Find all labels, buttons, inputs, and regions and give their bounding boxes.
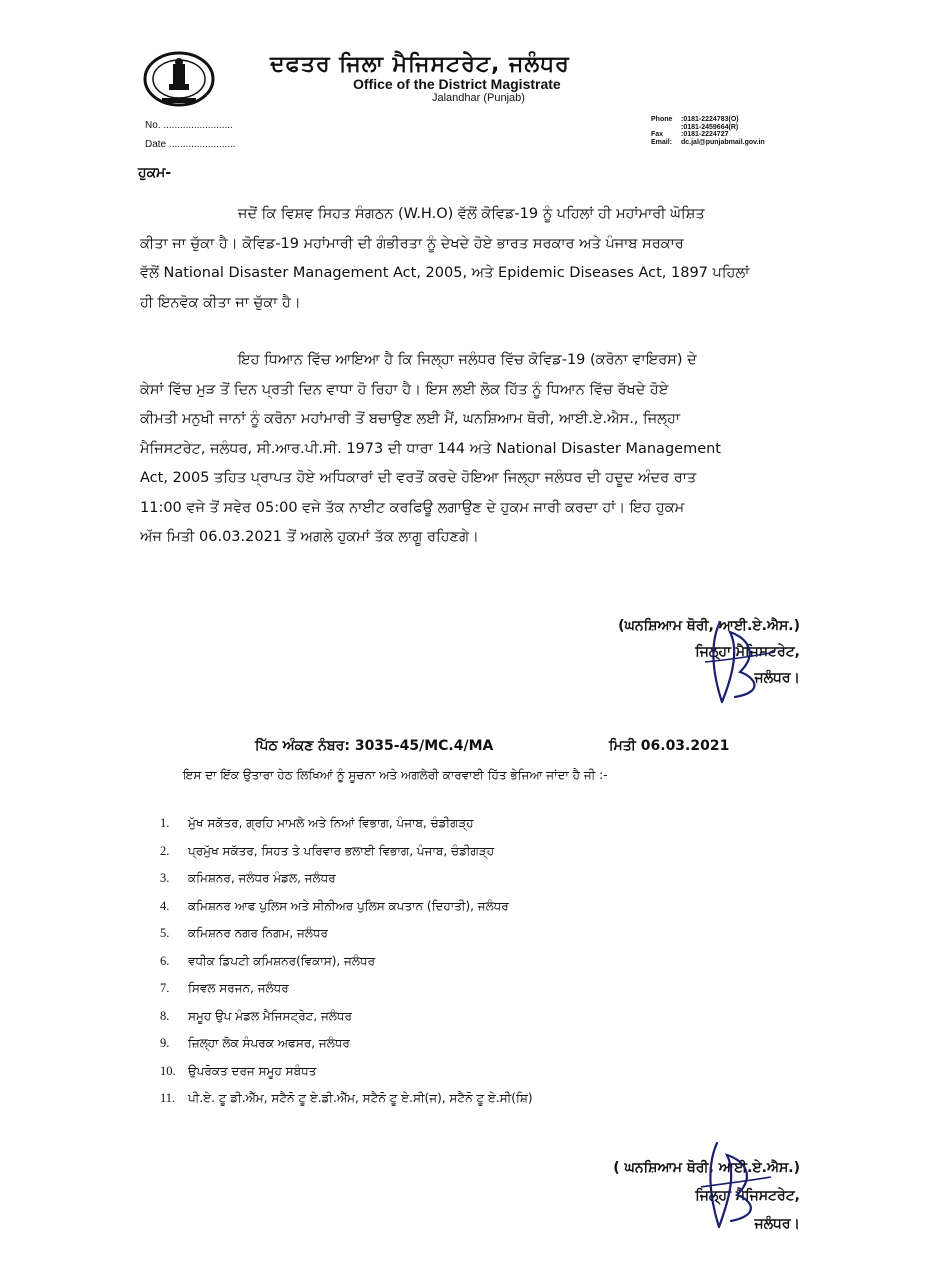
phone-label: Phone (651, 116, 673, 123)
order-paragraph-2 (140, 346, 800, 553)
handwritten-signature-2 (695, 1135, 775, 1235)
list-item (160, 1058, 533, 1086)
order-paragraph-1 (140, 200, 800, 318)
list-item-number: 4. (160, 898, 170, 913)
office-city: Jalandhar (Punjab) (432, 92, 525, 104)
signatory-name: (ਘਨਸ਼ਿਆਮ ਥੋਰੀ, ਆਈ.ਏ.ਐਸ.) (618, 618, 800, 634)
list-item-text: ਕਮਿਸ਼ਨਰ ਆਫ ਪੁਲਿਸ ਅਤੇ ਸੀਨੀਅਰ ਪੁਲਿਸ ਕਪਤਾਨ (ਦਿਹਾਤੀ), ਜਲੰਧਰ (188, 898, 509, 913)
list-item-text: ਸਿਵਲ ਸਰਜਨ, ਜਲੰਧਰ (188, 981, 289, 995)
list-item-text: ਕਮਿਸ਼ਨਰ, ਜਲੰਧਰ ਮੰਡਲ, ਜਲੰਧਰ (188, 871, 336, 885)
list-item (160, 865, 533, 893)
signatory-designation: ਜਿਲ੍ਹਾ ਮੈਜਿਸਟਰੇਟ, (695, 644, 800, 660)
endorsement-date: ਮਿਤੀ 06.03.2021 (609, 738, 730, 754)
list-item (160, 810, 533, 838)
list-item-number: 11. (160, 1091, 176, 1105)
list-item-number: 6. (160, 953, 170, 968)
list-item-text: ਕਮਿਸ਼ਨਰ ਨਗਰ ਨਿਗਮ, ਜਲੰਧਰ (188, 926, 328, 940)
list-item-text: ਸਮੂਹ ਉਪ ਮੰਡਲ ਮੈਜਿਸਟ੍ਰੇਟ, ਜਲੰਧਰ (188, 1008, 352, 1023)
endorsement-note: ਇਸ ਦਾ ਇੱਕ ਉਤਾਰਾ ਹੇਠ ਲਿਖਿਆਂ ਨੂੰ ਸੂਚਨਾ ਅਤੇ ਅਗਲੇਰੀ ਕਾਰਵਾਈ ਹਿੱਤ ਭੇਜਿਆ ਜਾਂਦਾ ਹੈ ਜੀ :- (183, 768, 608, 782)
para1-line: ਕੀਤਾ ਜਾ ਚੁੱਕਾ ਹੈ। ਕੋਵਿਡ-19 ਮਹਾਂਮਾਰੀ ਦੀ ਗੰਭੀਰਤਾ ਨੂੰ ਦੇਖਦੇ ਹੋਏ ਭਾਰਤ ਸਰਕਾਰ ਅਤੇ ਪੰਜਾਬ ਸਰਕਾਰ (140, 235, 684, 252)
para2-line: 11:00 ਵਜੇ ਤੋਂ ਸਵੇਰ 05:00 ਵਜੇ ਤੱਕ ਨਾਈਟ ਕਰਫਿਊ ਲਗਾਉਣ ਦੇ ਹੁਕਮ ਜਾਰੀ ਕਰਦਾ ਹਾਂ। ਇਹ ਹੁਕਮ (140, 499, 685, 516)
para2-line: Act, 2005 ਤਹਿਤ ਪ੍ਰਾਪਤ ਹੋਏ ਅਧਿਕਾਰਾਂ ਦੀ ਵਰਤੋਂ ਕਰਦੇ ਹੋਇਆ ਜਿਲ੍ਹਾ ਜਲੰਧਰ ਦੀ ਹਦੂਦ ਅੰਦਰ ਰਾਤ (140, 470, 697, 486)
order-heading: ਹੁਕਮ- (138, 165, 172, 181)
list-item (160, 975, 533, 1003)
list-item (160, 1085, 533, 1113)
phone-office: :0181-2224783(O) (681, 116, 739, 123)
reference-number: No. ......................... (145, 120, 233, 131)
office-title-english: Office of the District Magistrate (353, 76, 561, 92)
list-item (160, 838, 533, 866)
list-item (160, 948, 533, 976)
list-item-number: 10. (160, 1063, 176, 1078)
handwritten-signature-1 (700, 612, 780, 712)
list-item-text: ਪ੍ਰਮੁੱਖ ਸਕੱਤਰ, ਸਿਹਤ ਤੇ ਪਰਿਵਾਰ ਭਲਾਈ ਵਿਭਾਗ, ਪੰਜਾਬ, ਚੰਡੀਗੜ੍ਹ (188, 843, 495, 858)
list-item-number: 3. (160, 871, 170, 885)
fax-number: :0181-2224727 (681, 131, 729, 138)
signatory-designation: ਜਿਲ੍ਹਾ ਮੈਜਿਸਟਰੇਟ, (695, 1188, 800, 1204)
para2-line: ਮੈਜਿਸਟਰੇਟ, ਜਲੰਧਰ, ਸੀ.ਆਰ.ਪੀ.ਸੀ. 1973 ਦੀ ਧਾਰਾ 144 ਅਤੇ National Disaster Management (140, 440, 721, 457)
reference-date: Date ........................ (145, 139, 236, 150)
endorsement-number: ਪਿੱਠ ਅੰਕਣ ਨੰਬਰ: 3035-45/MC.4/MA (255, 738, 494, 754)
para2-line: ਕੇਸਾਂ ਵਿੱਚ ਮੁੜ ਤੋਂ ਦਿਨ ਪ੍ਰਤੀ ਦਿਨ ਵਾਧਾ ਹੋ ਰਿਹਾ ਹੈ। ਇਸ ਲਈ ਲੋਕ ਹਿੱਤ ਨੂੰ ਧਿਆਨ ਵਿੱਚ ਰੱਖਦੇ ਹੋਏ (140, 381, 669, 398)
list-item-number: 9. (160, 1036, 170, 1050)
list-item (160, 1030, 533, 1058)
list-item-number: 5. (160, 926, 170, 940)
phone-residence: :0181-2459664(R) (681, 123, 739, 131)
list-item-number: 7. (160, 981, 170, 995)
signatory-place: ਜਲੰਧਰ। (754, 670, 800, 686)
list-item-number: 1. (160, 816, 170, 830)
list-item-text: ਮੁੱਖ ਸਕੱਤਰ, ਗ੍ਰਹਿ ਮਾਮਲੇ ਅਤੇ ਨਿਆਂ ਵਿਭਾਗ, ਪੰਜਾਬ, ਚੰਡੀਗੜ੍ਹ (188, 816, 474, 830)
para2-line: ਅੱਜ ਮਿਤੀ 06.03.2021 ਤੋਂ ਅਗਲੇ ਹੁਕਮਾਂ ਤੱਕ ਲਾਗੂ ਰਹਿਣਗੇ। (140, 529, 479, 545)
signatory-name: ( ਘਨਸ਼ਿਆਮ ਥੋਰੀ, ਆਈ.ਏ.ਐਸ.) (613, 1160, 800, 1176)
list-item (160, 893, 533, 921)
contact-block (651, 116, 765, 146)
list-item-number: 2. (160, 843, 170, 858)
email-label: Email: (651, 138, 673, 146)
para1-line: ਵੱਲੋਂ National Disaster Management Act, 2005, ਅਤੇ Epidemic Diseases Act, 1897 ਪਹਿਲਾਂ (140, 265, 750, 281)
para2-line: ਕੀਮਤੀ ਮਨੁਖੀ ਜਾਨਾਂ ਨੂੰ ਕਰੋਨਾ ਮਹਾਂਮਾਰੀ ਤੋਂ ਬਚਾਉਣ ਲਈ ਮੈਂ, ਘਨਸ਼ਿਆਮ ਥੋਰੀ, ਆਈ.ਏ.ਐਸ., ਜਿਲ੍ਹਾ (140, 411, 681, 427)
recipient-list (160, 810, 533, 1113)
email-address: dc.jal@punjabmail.gov.in (681, 138, 765, 146)
office-title-punjabi: ਦਫਤਰ ਜਿਲਾ ਮੈਜਿਸਟਰੇਟ, ਜਲੰਧਰ (270, 52, 570, 77)
fax-label: Fax (651, 131, 664, 138)
para1-line: ਜਦੋਂ ਕਿ ਵਿਸ਼ਵ ਸਿਹਤ ਸੰਗਠਨ (W.H.O) ਵੱਲੋਂ ਕੋਵਿਡ-19 ਨੂੰ ਪਹਿਲਾਂ ਹੀ ਮਹਾਂਮਾਰੀ ਘੋਸ਼ਿਤ (238, 206, 705, 222)
list-item-text: ਪੀ.ਏ. ਟੂ ਡੀ.ਐੱਮ, ਸਟੈਨੋ ਟੂ ਏ.ਡੀ.ਐੱਮ, ਸਟੈਨੋ ਟੂ ਏ.ਸੀ(ਜ), ਸਟੈਨੋ ਟੂ ਏ.ਸੀ(ਸ਼ਿ) (188, 1091, 533, 1105)
list-item (160, 920, 533, 948)
list-item-number: 8. (160, 1008, 170, 1023)
signatory-place: ਜਲੰਧਰ। (754, 1216, 800, 1232)
government-seal-icon (140, 50, 218, 108)
list-item-text: ਜ਼ਿਲ੍ਹਾ ਲੋਕ ਸੰਪਰਕ ਅਫਸਰ, ਜਲੰਧਰ (188, 1036, 350, 1050)
list-item-text: ਉਪਰੋਕਤ ਦਰਜ ਸਮੂਹ ਸਬੰਧਤ (188, 1063, 317, 1078)
para1-line: ਹੀ ਇਨਵੋਕ ਕੀਤਾ ਜਾ ਚੁੱਕਾ ਹੈ। (140, 294, 301, 311)
list-item-text: ਵਧੀਕ ਡਿਪਟੀ ਕਮਿਸ਼ਨਰ(ਵਿਕਾਸ), ਜਲੰਧਰ (188, 953, 376, 968)
list-item (160, 1003, 533, 1031)
para2-line: ਇਹ ਧਿਆਨ ਵਿੱਚ ਆਇਆ ਹੈ ਕਿ ਜਿਲ੍ਹਾ ਜਲੰਧਰ ਵਿੱਚ ਕੋਵਿਡ-19 (ਕਰੋਨਾ ਵਾਇਰਸ) ਦੇ (238, 352, 697, 368)
